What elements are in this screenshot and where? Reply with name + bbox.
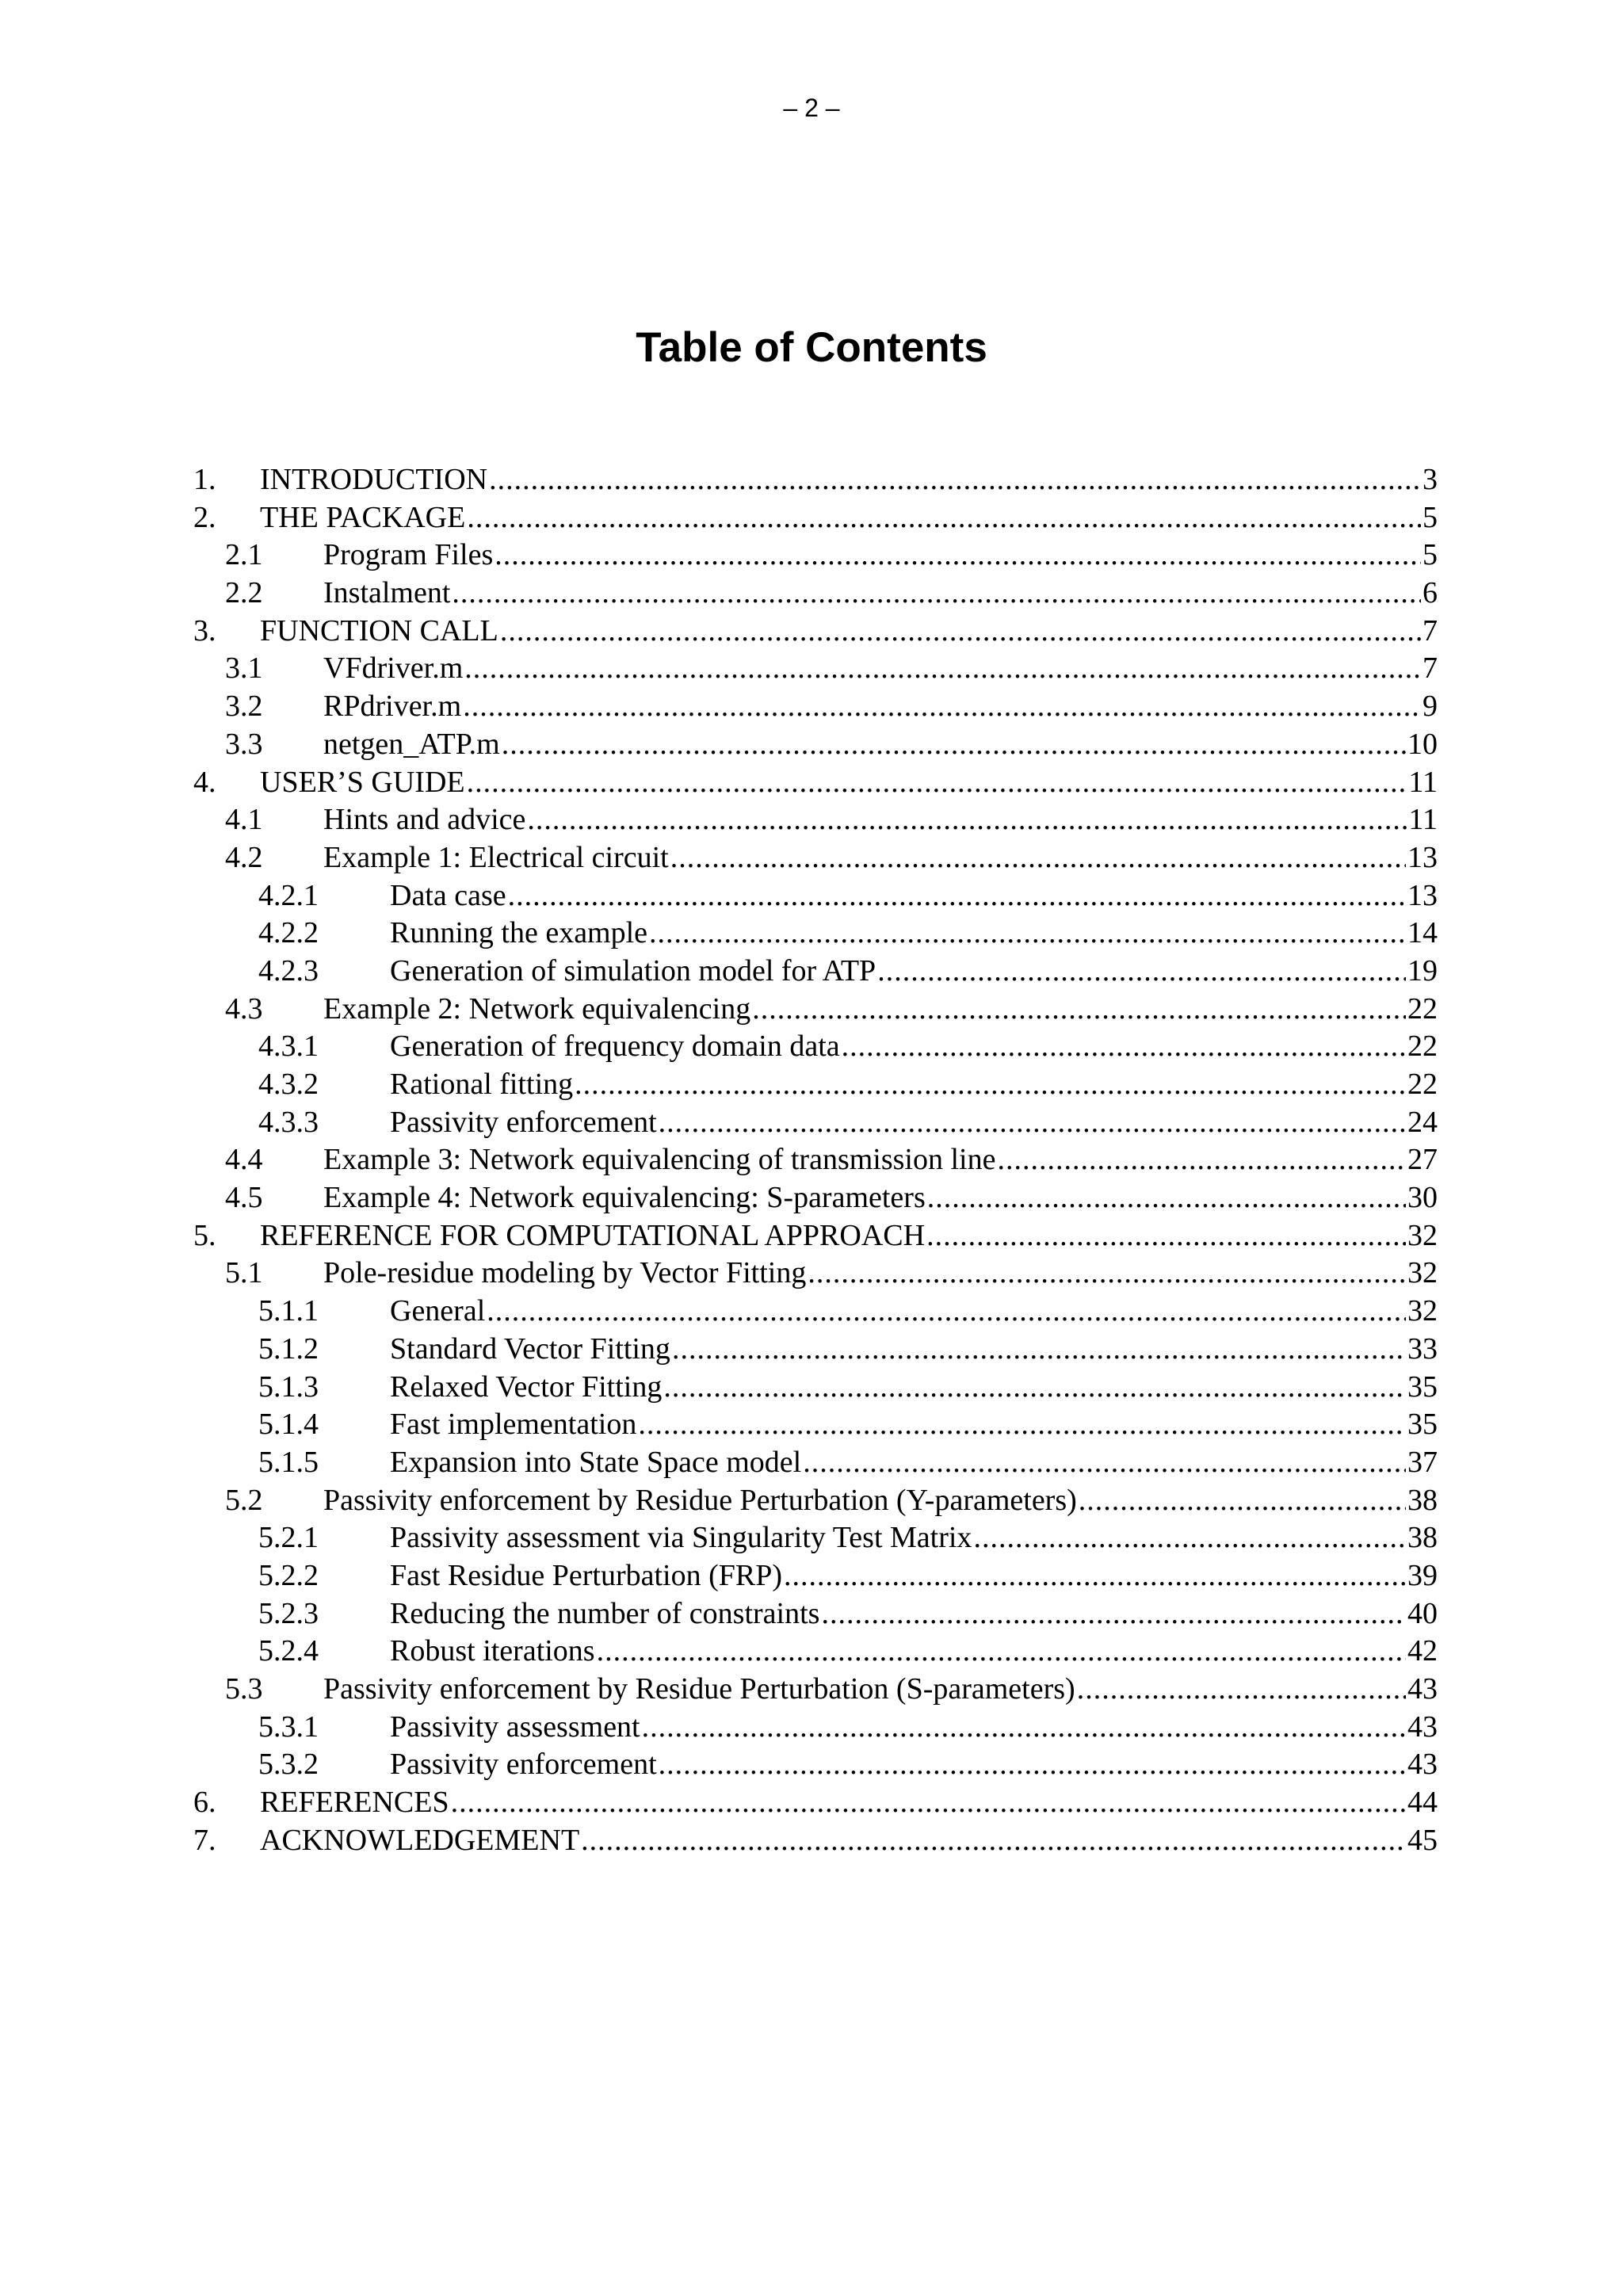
toc-entry-title: Generation of simulation model for ATP: [390, 953, 876, 988]
toc-entry-number: 3.: [193, 613, 216, 648]
toc-entry[interactable]: [193, 1482, 1438, 1520]
toc-entry[interactable]: [193, 650, 1438, 688]
toc-entry-page: 24: [1407, 1105, 1438, 1139]
dot-leader: [877, 953, 1406, 991]
dot-leader: [663, 1369, 1406, 1407]
dot-leader: [659, 1746, 1406, 1784]
toc-entry-number: 4.3.1: [258, 1030, 319, 1064]
toc-entry[interactable]: [193, 1746, 1438, 1784]
toc-entry-number: 5.1.5: [258, 1445, 319, 1479]
toc-entry-page: 37: [1407, 1445, 1438, 1479]
toc-entry[interactable]: [193, 953, 1438, 991]
toc-entry-page: 35: [1407, 1370, 1438, 1404]
toc-entry-page: 9: [1423, 690, 1438, 724]
dot-leader: [1077, 1671, 1406, 1709]
dot-leader: [927, 1179, 1406, 1217]
toc-entry-page: 33: [1407, 1331, 1438, 1366]
page-title: Table of Contents: [636, 324, 987, 371]
toc-entry-title: REFERENCES: [260, 1786, 449, 1820]
toc-entry-title: Relaxed Vector Fitting: [390, 1370, 663, 1404]
toc-entry-page: 43: [1407, 1672, 1438, 1706]
toc-entry-page: 14: [1407, 916, 1438, 950]
dot-leader: [464, 650, 1421, 688]
toc-entry[interactable]: [193, 1595, 1438, 1633]
toc-entry-page: 5: [1423, 538, 1438, 572]
page-number: – 2 –: [783, 94, 840, 122]
toc-entry[interactable]: [193, 1141, 1438, 1179]
toc-entry-title: Hints and advice: [323, 803, 526, 837]
dot-leader: [502, 726, 1406, 764]
toc-entry[interactable]: [193, 1331, 1438, 1369]
toc-entry-number: 5.1.4: [258, 1408, 319, 1442]
dot-leader: [463, 688, 1421, 726]
toc-entry-title: Passivity enforcement by Residue Perturbation (S-parameters): [323, 1672, 1075, 1706]
toc-entry-page: 45: [1407, 1823, 1438, 1857]
toc-entry-number: 2.1: [225, 538, 263, 572]
toc-entry-title: Fast Residue Perturbation (FRP): [390, 1558, 783, 1592]
toc-entry-number: 2.: [193, 500, 216, 534]
toc-entry-title: netgen_ATP.m: [323, 727, 500, 761]
toc-entry-title: Passivity enforcement by Residue Perturbation (Y-parameters): [323, 1483, 1077, 1517]
dot-leader: [842, 1028, 1406, 1066]
toc-entry-title: USER’S GUIDE: [260, 765, 465, 799]
dot-leader: [1079, 1482, 1406, 1520]
toc-entry-title: VFdriver.m: [323, 651, 464, 686]
dot-leader: [821, 1595, 1406, 1633]
toc-entry-page: 27: [1407, 1143, 1438, 1177]
dot-leader: [649, 915, 1406, 953]
toc-entry[interactable]: [193, 1293, 1438, 1331]
toc-entry-page: 40: [1407, 1596, 1438, 1630]
toc-entry-page: 7: [1423, 613, 1438, 648]
toc-entry-title: Instalment: [323, 576, 451, 610]
toc-entry[interactable]: [193, 1179, 1438, 1217]
toc-entry-number: 5.2.1: [258, 1521, 319, 1555]
toc-entry-page: 6: [1423, 576, 1438, 610]
toc-entry[interactable]: [193, 1709, 1438, 1747]
dot-leader: [642, 1709, 1406, 1747]
toc-entry[interactable]: [193, 1066, 1438, 1104]
toc-entry-title: Passivity assessment via Singularity Test Matrix: [390, 1521, 972, 1555]
toc-entry[interactable]: [193, 1369, 1438, 1407]
toc-entry-title: Generation of frequency domain data: [390, 1030, 840, 1064]
dot-leader: [670, 839, 1406, 877]
toc-entry[interactable]: [193, 839, 1438, 877]
toc-entry-number: 5.2: [225, 1483, 263, 1517]
toc-entry[interactable]: [193, 688, 1438, 726]
toc-entry-number: 5.2.3: [258, 1596, 319, 1630]
dot-leader: [597, 1633, 1406, 1671]
toc-entry-number: 4.2.2: [258, 916, 319, 950]
dot-leader: [451, 1784, 1406, 1822]
toc-entry-number: 5.: [193, 1218, 216, 1252]
toc-entry-title: THE PACKAGE: [260, 500, 466, 534]
toc-entry[interactable]: [193, 726, 1438, 764]
toc-entry[interactable]: [193, 1557, 1438, 1595]
toc-entry-title: INTRODUCTION: [260, 463, 488, 496]
toc-entry[interactable]: [193, 1822, 1438, 1860]
toc-entry-number: 5.2.2: [258, 1558, 319, 1592]
dot-leader: [489, 461, 1421, 499]
toc-entry-page: 11: [1408, 803, 1438, 837]
toc-entry[interactable]: [193, 1671, 1438, 1709]
toc-entry-page: 7: [1423, 651, 1438, 686]
dot-leader: [973, 1519, 1406, 1557]
toc-entry-number: 5.1.2: [258, 1331, 319, 1366]
toc-entry-title: Passivity enforcement: [390, 1105, 657, 1139]
dot-leader: [467, 764, 1407, 802]
toc-entry-number: 4.4: [225, 1143, 263, 1177]
dot-leader: [508, 877, 1406, 915]
toc-entry[interactable]: [193, 915, 1438, 953]
toc-entry-title: Reducing the number of constraints: [390, 1596, 820, 1630]
toc-entry-number: 4.5: [225, 1181, 263, 1215]
toc-entry[interactable]: [193, 801, 1438, 839]
toc-entry[interactable]: [193, 1784, 1438, 1822]
toc-entry-page: 32: [1407, 1294, 1438, 1328]
toc-entry-title: General: [390, 1294, 486, 1328]
toc-entry-number: 4.2.3: [258, 953, 319, 988]
toc-entry-number: 5.3.2: [258, 1748, 319, 1782]
toc-entry-title: FUNCTION CALL: [260, 613, 498, 648]
dot-leader: [495, 537, 1421, 575]
toc-entry[interactable]: [193, 1406, 1438, 1444]
dot-leader: [784, 1557, 1406, 1595]
toc-entry-number: 3.1: [225, 651, 263, 686]
toc-entry-page: 22: [1407, 991, 1438, 1026]
toc-entry-number: 4.3.2: [258, 1068, 319, 1101]
toc-entry[interactable]: [193, 764, 1438, 802]
toc-entry-number: 7.: [193, 1823, 216, 1857]
toc-entry[interactable]: [193, 499, 1438, 537]
toc-entry-title: Standard Vector Fitting: [390, 1331, 670, 1366]
toc-entry[interactable]: [193, 1633, 1438, 1671]
toc-entry-title: Example 1: Electrical circuit: [323, 840, 669, 874]
toc-entry-number: 5.3: [225, 1672, 263, 1706]
toc-entry-title: Example 4: Network equivalencing: S-parameters: [323, 1181, 926, 1215]
toc-entry-page: 38: [1407, 1483, 1438, 1517]
toc-entry-title: Robust iterations: [390, 1634, 595, 1668]
toc-entry-number: 1.: [193, 463, 216, 496]
toc-entry-page: 32: [1407, 1256, 1438, 1290]
toc-entry-title: Data case: [390, 878, 506, 912]
toc-entry[interactable]: [193, 1255, 1438, 1293]
toc-entry-title: Fast implementation: [390, 1408, 637, 1442]
dot-leader: [672, 1331, 1406, 1369]
dot-leader: [575, 1066, 1406, 1104]
toc-entry-title: Passivity assessment: [390, 1710, 640, 1744]
toc-entry[interactable]: [193, 1519, 1438, 1557]
dot-leader: [659, 1104, 1406, 1142]
toc-entry[interactable]: [193, 1104, 1438, 1142]
toc-entry-title: Running the example: [390, 916, 648, 950]
toc-entry[interactable]: [193, 1028, 1438, 1066]
toc-entry-page: 44: [1407, 1786, 1438, 1820]
toc-entry-page: 13: [1407, 878, 1438, 912]
toc-entry-title: ACKNOWLEDGEMENT: [260, 1823, 580, 1857]
toc-entry[interactable]: [193, 1217, 1438, 1255]
toc-entry-page: 3: [1423, 463, 1438, 496]
toc-entry-page: 35: [1407, 1408, 1438, 1442]
toc-entry-page: 43: [1407, 1748, 1438, 1782]
toc-entry-number: 4.3: [225, 991, 263, 1026]
toc-entry[interactable]: [193, 461, 1438, 499]
toc-entry-number: 5.1.1: [258, 1294, 319, 1328]
table-of-contents: [193, 461, 1438, 1859]
toc-entry-number: 3.3: [225, 727, 263, 761]
toc-entry[interactable]: [193, 537, 1438, 575]
toc-entry-number: 5.1: [225, 1256, 263, 1290]
toc-entry-page: 32: [1407, 1218, 1438, 1252]
toc-entry-page: 11: [1408, 765, 1438, 799]
toc-entry-page: 10: [1407, 727, 1438, 761]
dot-leader: [581, 1822, 1406, 1860]
toc-entry-page: 5: [1423, 500, 1438, 534]
toc-entry-number: 4.3.3: [258, 1105, 319, 1139]
toc-entry-number: 5.2.4: [258, 1634, 319, 1668]
toc-entry-page: 43: [1407, 1710, 1438, 1744]
toc-entry-title: Pole-residue modeling by Vector Fitting: [323, 1256, 807, 1290]
toc-entry-page: 22: [1407, 1030, 1438, 1064]
toc-entry-title: Program Files: [323, 538, 494, 572]
toc-entry-title: Rational fitting: [390, 1068, 574, 1101]
toc-entry[interactable]: [193, 1444, 1438, 1482]
toc-entry[interactable]: [193, 575, 1438, 613]
toc-entry-title: Example 2: Network equivalencing: [323, 991, 751, 1026]
dot-leader: [487, 1293, 1406, 1331]
toc-entry-number: 4.2.1: [258, 878, 319, 912]
toc-entry-number: 6.: [193, 1786, 216, 1820]
toc-entry[interactable]: [193, 991, 1438, 1029]
toc-entry-number: 4.1: [225, 803, 263, 837]
toc-entry-number: 5.3.1: [258, 1710, 319, 1744]
dot-leader: [926, 1217, 1406, 1255]
toc-entry[interactable]: [193, 613, 1438, 651]
toc-entry-number: 5.1.3: [258, 1370, 319, 1404]
dot-leader: [500, 613, 1421, 651]
dot-leader: [752, 991, 1406, 1029]
toc-entry-page: 22: [1407, 1068, 1438, 1101]
toc-entry-title: Expansion into State Space model: [390, 1445, 802, 1479]
dot-leader: [803, 1444, 1406, 1482]
toc-entry-page: 38: [1407, 1521, 1438, 1555]
toc-entry-number: 4.: [193, 765, 216, 799]
dot-leader: [467, 499, 1421, 537]
dot-leader: [527, 801, 1407, 839]
toc-entry[interactable]: [193, 877, 1438, 915]
toc-entry-page: 13: [1407, 840, 1438, 874]
dot-leader: [452, 575, 1421, 613]
dot-leader: [997, 1141, 1406, 1179]
toc-entry-number: 3.2: [225, 690, 263, 724]
toc-entry-title: Example 3: Network equivalencing of transmission line: [323, 1143, 996, 1177]
toc-entry-title: RPdriver.m: [323, 690, 462, 724]
dot-leader: [808, 1255, 1406, 1293]
toc-entry-page: 30: [1407, 1181, 1438, 1215]
toc-entry-title: Passivity enforcement: [390, 1748, 657, 1782]
dot-leader: [638, 1406, 1406, 1444]
toc-entry-number: 2.2: [225, 576, 263, 610]
toc-entry-number: 4.2: [225, 840, 263, 874]
toc-entry-page: 42: [1407, 1634, 1438, 1668]
toc-entry-page: 19: [1407, 953, 1438, 988]
toc-entry-page: 39: [1407, 1558, 1438, 1592]
toc-entry-title: REFERENCE FOR COMPUTATIONAL APPROACH: [260, 1218, 926, 1252]
